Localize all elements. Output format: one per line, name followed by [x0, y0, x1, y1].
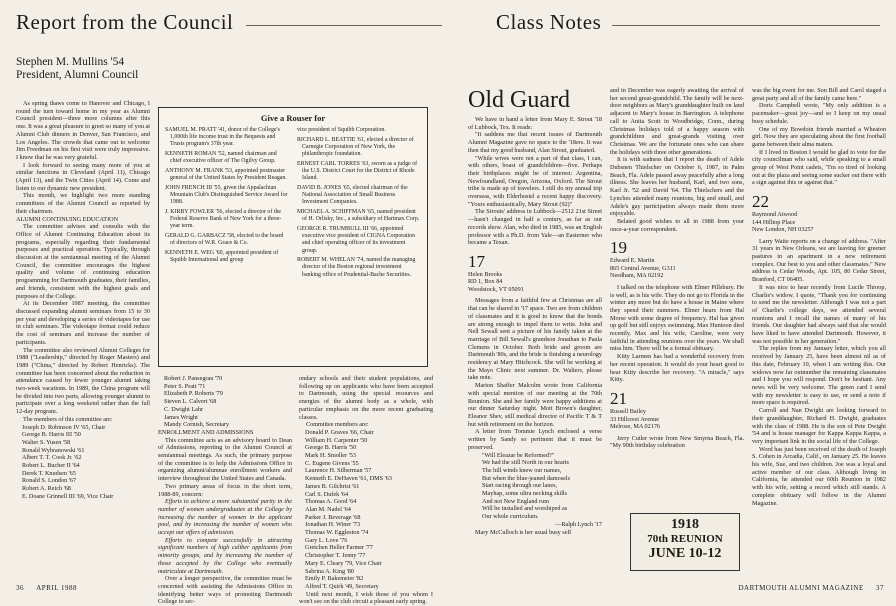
list-item: Peter S. Pratt '71: [164, 382, 206, 390]
paragraph: was the big event for me. Son Bill and Carol staged a great party and all of the family came here.": [752, 87, 886, 102]
rouser-entry: DAVID B. JONES '65, elected chairman of the National Association of Small Business Investment Companies.: [297, 184, 408, 206]
list-item: Robert A. Reich '68: [22, 485, 71, 493]
poem-line: But when the blue-jeaned damosels: [482, 474, 570, 482]
address-line: 865 Central Avenue, G311: [610, 264, 676, 272]
byline-name: Stephen M. Mullins '54: [16, 56, 125, 68]
rouser-entry: vice president of Squibb Corporation.: [297, 127, 386, 133]
poem-line: And not New England rum: [482, 497, 550, 505]
paragraph: I talked on the telephone with Elmer Pillsbury. He is well, as is his wife. They do not go to Florida in the winter any more but do have a house in Maine where they spend their summers. Elmer hears from Hal Morse with some degree of frequency. Hal has given up golf but still enjoys swimming. Max Huntoon died recently. Max and his wife, Caroline, were very faithful in attending reunions over the years. We shall miss him. There will be a formal obituary.: [610, 283, 744, 353]
list-item: William H. Carpenter '50: [305, 436, 368, 444]
right-column-2: [610, 87, 744, 507]
paragraph: Two primary areas of focus in the short term, 1988-89, concern:: [158, 482, 292, 498]
paragraph: and in December was eagerly awaiting the arrival of her second great-grandchild. The family will be next-door neighbors as Mary's granddaughter built on land adjacent to Mary's house in Barrington. A telephone call to Anita Scott in Woodbridge, Conn., during Christmas holidays told of a happy season with grandchildren and great-grands visiting over Christmas. We are the fortunate ones who can share the holidays with three other generations.: [610, 87, 744, 156]
paragraph: "While wives were not a part of that class, I can, with others, boast of grandchildren—five. Perhaps their birthplaces might be of interest: Argentina, Newfoundland, Oregon, Arizona, Oxford. The Strout tribe is made up of travelers. I still do my annual trip overseas, with Elderhostel a recent happy discovery. "Yours enthusiastically, Mary Strout (92)": [468, 154, 602, 208]
class-year-22: 22: [752, 192, 769, 212]
paragraph: ondary schools and their student populations, and following up on applicants who have been accepted to Dartmouth, using the special resources and energies of the alumni body as a whole, with particular emphasis on the more recent graduating classes.: [299, 375, 433, 421]
list-item: Thomas A. Good '64: [305, 498, 357, 506]
page-number: 37: [876, 584, 884, 592]
header-rule: [246, 25, 442, 26]
rouser-entry: J. KIRBY FOWLER '56, elected a director of the Federal Reserve Bank of New York for a three-year term.: [165, 209, 282, 230]
rouser-entry: SAMUEL M. PRATT '41, donor of the College's 1,000th life income trust in the Bequests and Trusts program's 37th year.: [165, 127, 280, 148]
paragraph: We have in hand a letter from Mary E. Strout '18 of Lubbock, Tex. It reads:: [468, 116, 602, 131]
paragraph: It is with sadness that I report the death of Adele Dubsnen Thielscher on October 6, 1987, in Palm Beach, Fla. Adele passed away peacefully after a long illness. She leaves her husband, Karl, and two sons, Karl Jr. '52 and David '64. The Thielschers and the Lynches attended many reunions, big and small, and Adele's gay participation always made them more enjoyable.: [610, 156, 744, 218]
poem-line: The hill winds knew our names,: [482, 466, 562, 474]
reunion-dates: JUNE 10-12: [648, 546, 722, 561]
section-title-old-guard: Old Guard: [468, 87, 570, 113]
rouser-title: Give a Rouser for: [260, 113, 326, 123]
paragraph: One of my Bowdoin friends married a Wheaton girl. Now they are speculating about the first football game between their alma maters.: [752, 125, 886, 148]
paragraph: "It saddens me that recent issues of Dartmouth Alumni Magazine gave no space to the '18ers. It was then that my good husband, Alan Strout, graduated.: [468, 131, 602, 154]
paragraph: This month, we highlight two more standing committees of the Alumni Council as reported by their chairmen.: [16, 192, 150, 215]
paragraph: Efforts to achieve a more substantial parity in the number of women undergraduates at the College by increasing the number of women in the applicant pool, and by increasing the number of women who accept our offers of admission.: [158, 498, 292, 537]
poem-line: We had the still North in our hearts: [482, 459, 569, 467]
poem-line: Start racing through our lanes,: [482, 482, 558, 490]
paragraph: I look forward to seeing many more of you at similar functions in Cleveland (April 11), Chicago (April 13), and the Twin Cities (April 14). Come and listen to our dynamic new president.: [16, 161, 150, 192]
rouser-box: [158, 107, 428, 367]
left-footer: [16, 584, 77, 592]
left-column-2: [158, 375, 292, 606]
poem-line: "Will Eleazar be Reformed?": [482, 451, 555, 459]
class-address: [752, 211, 886, 234]
list-item: E. Doane Grinnell III '69, Vice Chair: [22, 492, 114, 500]
rouser-entry: ROBERT M. WHELAN '74, named the managing director of the Boston regional investment banking office of Prudential-Bache Securities.: [297, 257, 416, 278]
poem-line: Mayhap, some ultra necking skills: [482, 490, 568, 498]
paragraph: The committee advises and consults with the Office of Alumni Continuing Education about its programs, especially regarding their fundamental purposes and practical operation. Typically, through discussion at the semiannual meeting of the Alumni Council, the committee encourages the highest quality and volume of continuing education programming for Dartmouth graduates, their families, and friends, consistent with the highest goals and purposes of the College.: [16, 223, 150, 300]
paragraph: Larry Waite reports on a change of address. "After 31 years in New Orleans, we are leaving for greener pastures in an apartment in a new retirement complex. Our best to you and other classmates." New address is Cedar Woods, Apt. 105, 80 Cedar Street, Branford, CT 06405.: [752, 237, 886, 284]
list-item: Donald P. Graves '66, Chair: [305, 428, 374, 436]
paragraph: If I lived in Boston I would be glad to vote for the city councilman who said, while speaking to a small group of West Point cadets, "I'm so tired of looking out at the plaza and seeing some sucker out there with a sign against this or against that.": [752, 148, 886, 187]
poem-line: Will be installed and worshiped as: [482, 505, 568, 513]
address-line: Woodstock, VT 05091: [468, 285, 524, 293]
class-address: [610, 257, 744, 280]
list-item: Sabrina A. King '80: [305, 567, 354, 575]
committee-b-list: [299, 429, 433, 591]
list-item: Carl S. Dufek '64: [305, 490, 349, 498]
list-item: Joseph D. Robinson IV '65, Chair: [22, 423, 106, 431]
rouser-right-column: [297, 127, 421, 281]
list-item: Albert T. T. Cook Jr. '62: [22, 454, 82, 462]
list-item: Laurence H. Silberman '57: [305, 467, 372, 475]
poem-line: Our whole curriculum.: [482, 513, 539, 521]
paragraph: This committee acts as an advisory board to Dean of Admissions, reporting to the Alumni Council at semiannual meetings. As such, the primary purpose of the committee is to help the Admissions Office in organizing alumni/alumnae enrollment workers and interview throughout the United States and Canada.: [158, 436, 292, 483]
committee-a-list: [16, 424, 150, 501]
address-line: 144 Hilltop Place: [752, 218, 796, 226]
paragraph: Carroll and Nan Dwight are looking forward to their granddaughter, Richard H. Dwight, graduates with the class of 1988. He is the son of Pete Dwight '54 and is house manager for Kappa Kappa Kappa, a very important link in the social life of the College.: [752, 407, 886, 445]
list-item: Mandy Cornish, Secretary: [164, 421, 230, 429]
address-line: Needham, MA 02192: [610, 272, 664, 280]
list-item: Derek T. Knudsen '65: [22, 469, 76, 477]
paragraph: As spring thaws come to Hanover and Chicago, I round the turn toward home in my year as Alumni Council president—three more columns after this one. It was a great pleasure to greet so many of you at Alumni Club dinners in Denver, San Francisco, and Los Angeles. The crowds that came out to welcome Jim Freedman on his first visit were truly impressive. I know that he was very grateful.: [16, 100, 150, 161]
list-item: Thomas W. Eggleston '74: [305, 529, 369, 537]
list-item: James Wright: [164, 413, 198, 421]
list-item: Kenneth E. DeHaven '61, DMS '63: [305, 475, 392, 483]
address-line: 33 Hillcrest Avenue: [610, 415, 660, 423]
header-rule: [612, 25, 880, 26]
class-year-19: 19: [610, 238, 627, 258]
paragraph: The Strouts' address in Lubbock—2512 21st Street—hasn't changed in half a century, as far as our records show. Alan, who died in 1985, was an English professor with a Ph.D. from Yale—an Easterner who became a Texan.: [468, 208, 602, 247]
left-column-1: [16, 100, 150, 580]
list-item: Gary L. Love '76: [305, 536, 348, 544]
paragraph: Until next month, I wish those of you whom I won't see on the club circuit a pleasant early spring.: [299, 590, 433, 606]
paragraph: The committee also reviewed Alumni Colleges for 1988 ("Leadership," directed by Roger Masters) and 1989 ("China," directed by Robert Henricks). The committee has been concerned about the reduction in attendance caused by fewer younger alumni taking two-week vacations. In 1989, the China program will be divided into two parts, allowing younger alumni to participate over a long weekend rather than the full 12-day program.: [16, 346, 150, 416]
list-item: C. Dwight Lahr: [164, 405, 204, 413]
address-line: Raymond Atwood: [752, 211, 798, 219]
paragraph: The replies from my January letter, which you all received by January 25, have been almost nil as of this date, February 10, when I am writing this. Our widows now far outnumber the remaining classmates and I hope you will respond. Don't be hesitant. Any news will be very welcome. The green card I send with my newsletter is easy to use, or send a note if more space is required.: [752, 345, 886, 407]
address-line: Russell Bailey: [610, 408, 646, 415]
rouser-entry: JOHN FRENCH III '55, given the Appalachian Mountain Club's Distinguished Service Award for 1988.: [165, 184, 288, 206]
paragraph: Messages from a faithful few at Christmas are all that can be shared in '17 space. Two are from children of classmates and it is good to know that the bonds are strong enough to impel them to write. John and Nell Sewall sent a picture of his family taken at the marriage of Bill Sewall's grandson Jonathan to Paula Clemens in October. Both bride and groom are Dartmouth '80s, and the bride is finishing a neurology residency at Mary Hitchcock. She will be working at the Mayo Clinic next summer. Dr. Walters, please take note.: [468, 297, 602, 382]
address-line: Helen Brooks: [468, 270, 503, 278]
list-item: George B. Harris III '50: [22, 431, 81, 439]
list-item: Robert J. Pansegrau '70: [164, 375, 223, 382]
reunion-box: [630, 513, 740, 571]
list-item: Mark H. Smoller '53: [305, 452, 356, 460]
byline-title: President, Alumni Council: [16, 69, 139, 81]
list-item: Steven L. Calvert '68: [164, 398, 217, 406]
list-item: Gretchen Heller Farmer '77: [305, 544, 373, 552]
paragraph: Marion Shaffer Malcolm wrote from California with special mention of our meeting at the 70th Reunion. She and her family were happy additions at our dinner Saturday night. Mott Brown's daughter, Eleanor Shev, still medical director of Pacific T & T but with retirement on the horizon.: [468, 382, 602, 428]
committee-a-list-cont: [158, 375, 292, 429]
list-item: Robert L. Bucher II '64: [22, 462, 80, 470]
paragraph: At its December 1987 meeting, the committee discussed expanding alumni seminars from 15 to 30 per year and developing a series of videotapes for use in club seminars. The videotape format could reduce the cost of seminars and increase the number of participants.: [16, 300, 150, 346]
paragraph: Belated good wishes to all in 1988 from your once-a-year correspondent.: [610, 217, 744, 233]
reunion-year: 1918: [671, 517, 699, 532]
address-line: Melrose, MA 02176: [610, 423, 661, 430]
list-item: Jonathan H. Winer '73: [305, 521, 361, 529]
paragraph: Efforts to compete successfully in attracting significant numbers of high caliber applicants from minority groups, and by increasing the number of those accepted by the College who eventually matriculate at Dartmouth.: [158, 536, 292, 575]
list-item: Christopher T. Jenny '77: [305, 552, 366, 560]
subhead-continuing-education: ALUMNI CONTINUING EDUCATION: [16, 215, 119, 223]
magazine-name: DARTMOUTH ALUMNI MAGAZINE: [738, 584, 864, 592]
paragraph: It was nice to hear recently from Lucile Throop, Charlie's widow. I quote, "Thank you for continuing to send me the newsletter. Although I was not a part of Charlie's college days, we attended several reunions and I recall the names of many of his friends. Our daughter had always said that she would have liked to have attended Dartmouth. However, it was not possible in her generation.": [752, 283, 886, 345]
class-year-17: 17: [468, 251, 485, 271]
list-item: Elizabeth P. Roberts '79: [164, 390, 223, 398]
page-number: 36: [16, 584, 24, 592]
byline: [16, 56, 216, 82]
class-address: [468, 271, 602, 294]
rouser-entry: ANTHONY M. FRANK '53, appointed postmaster general of the United States by President Reagan.: [165, 168, 287, 182]
list-item: Alan M. Nadel '64: [305, 505, 351, 513]
rouser-entry: GEORGE R. TRUMBULL III '66, appointed executive vice president of CIGNA Corporation and chief operating officer of its investment group.: [297, 225, 416, 254]
right-column-1: [468, 116, 602, 580]
list-item: George B. Harris '50: [305, 444, 357, 452]
paragraph: A letter from Tommie Lynch enclosed a verse written by Sandy so pertinent that it must be preserved.: [468, 428, 602, 451]
right-column-3: [752, 87, 886, 580]
list-item: Alfred T. Quirk '49, Secretary: [305, 582, 379, 590]
paragraph: Kitty Larmen has had a wonderful recovery from her recent operation. It would do your heart good to hear Kitty describe her recovery. "A miracle," says Kitty.: [610, 353, 744, 384]
paragraph: Word has just been received of the death of Joseph S. Cohen in Arcadia, Calif., on January 25. He leaves his wife, Sue, and two children. Joe was a loyal and active member of our class. Although living in California, he attended our 60th Reunion in 1982 with his wife, setting a record which still stands. A complete obituary will follow in the Alumni Magazine.: [752, 445, 886, 507]
rouser-entry: KENNETH E. WEG '60, appointed president of Squibb International and group: [165, 250, 279, 264]
rouser-left-column: [165, 127, 289, 281]
paragraph: Jerry Cutler wrote from New Smyrna Beach, Fla. "My 90th birthday celebration: [610, 434, 744, 450]
rouser-entry: GERALD G. GARBACZ '58, elected to the board of directors of W.R. Grace & Co.: [165, 233, 284, 247]
paragraph: Committee members are:: [306, 421, 369, 429]
rouser-entry: RICHARD L. BEATTIE '61, elected a director of Carnegie Corporation of New York, the philanthropic foundation.: [297, 136, 414, 158]
paragraph: Mary McCulloch is her usual busy self: [475, 528, 572, 536]
rouser-entry: ERNEST CARL TORRES '63, sworn as a judge of the U.S. District Court for the District of Rhode Island.: [297, 160, 418, 182]
address-line: Edward E. Martin: [610, 257, 655, 265]
reunion-label: 70th REUNION: [647, 533, 723, 545]
class-year-21: 21: [610, 389, 627, 408]
paragraph: Doris Campbell wrote, "My only addition is a pacemaker—great joy—and so I keep on my usual busy schedule.: [752, 102, 886, 125]
issue-date: APRIL 1988: [36, 584, 77, 592]
list-item: Mary E. Cleary '79, Vice Chair: [305, 559, 382, 567]
subhead-enrollment: ENROLLMENT AND ADMISSIONS: [158, 428, 254, 436]
rouser-entry: MICHAEL A. SCHIFFMAN '65, named president of H. Orlisky, Inc., a subsidiary of Hartmax Corp.: [297, 209, 420, 223]
left-column-3: [299, 375, 433, 606]
list-item: C. Eugene Givens '55: [305, 459, 359, 467]
list-item: Emily P. Bakemeier '82: [305, 575, 364, 583]
list-item: Walter S. Yusen '58: [22, 438, 71, 446]
poem: [468, 452, 602, 521]
paragraph: The members of this committee are:: [23, 415, 113, 423]
list-item: Ronald S. London '67: [22, 477, 77, 485]
paragraph: Over a longer perspective, the committee must be concerned with assisting the Admissions Office in identifying better ways of promoting Dartmouth College to sec-: [158, 575, 292, 606]
class-address: [610, 408, 744, 431]
address-line: New London, NH 03257: [752, 226, 814, 234]
address-line: RD 1, Box 84: [468, 278, 503, 286]
left-page-header: Report from the Council: [16, 10, 234, 34]
list-item: Ronald Wybranowski '61: [22, 446, 85, 454]
list-item: Parker J. Beverage '68: [305, 513, 361, 521]
poem-credit: —Ralph Lynch '17: [555, 520, 602, 528]
right-page-header: Class Notes: [496, 10, 602, 34]
right-footer: [720, 584, 884, 592]
list-item: James B. Gilchrist '61: [305, 482, 360, 490]
rouser-entry: KENNETH ROMAN '52, named chairman and chief executive officer of The Ogilvy Group.: [165, 151, 277, 165]
